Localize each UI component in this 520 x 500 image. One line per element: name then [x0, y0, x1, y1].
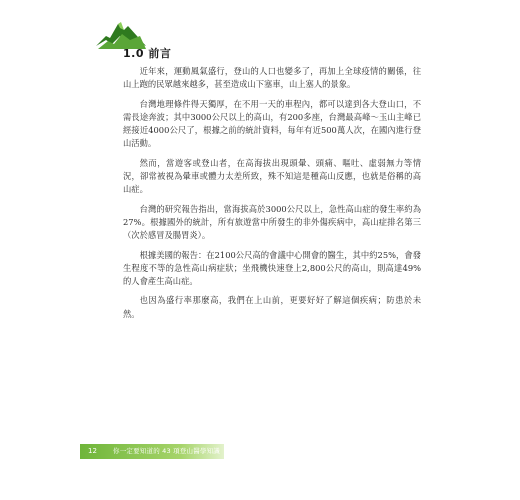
- section-title: 1.0 前言: [123, 47, 172, 60]
- paragraph: 根據美國的報告：在2100公尺高的會議中心開會的醫生，其中約25%，會發生程度不等的急性高山病症狀；坐飛機快速登上2,800公尺的高山，則高達49%的人會產生高山症。: [123, 249, 421, 287]
- body-text: [123, 65, 421, 327]
- paragraph: 也因為盛行率那麼高，我們在上山前，更要好好了解這個疾病；防患於未然。: [123, 295, 421, 319]
- page-number: 12: [88, 447, 97, 455]
- footer-title: 你一定要知道的 43 項登山醫學知識: [113, 447, 221, 455]
- paragraph: 台灣地理條件得天獨厚，在不用一天的車程內，都可以達到各大登山口，不需長途奔波；其中3000公尺以上的高山，有200多座，台灣最高峰～玉山主峰已經接近4000公尺了，根據之前的統計資料，每年有近500萬人次，在國內進行登山活動。: [123, 98, 421, 149]
- paragraph: 台灣的研究報告指出，當海拔高於3000公尺以上，急性高山症的發生率約為27%。根據國外的統計，所有旅遊當中所發生的非外傷疾病中，高山症排名第三（次於感冒及腸胃炎）。: [123, 203, 421, 241]
- paragraph: 然而，當遊客或登山者，在高海拔出現頭暈、頭痛、嘔吐、虛弱無力等情況，卻常被視為暈車或體力太差所致，殊不知這是種高山反應，也就是俗稱的高山症。: [123, 157, 421, 195]
- paragraph: 近年來，運動風氣盛行，登山的人口也變多了，再加上全球疫情的關係，往山上跑的民眾越來越多，甚至造成山下塞車，山上塞人的景象。: [123, 66, 421, 90]
